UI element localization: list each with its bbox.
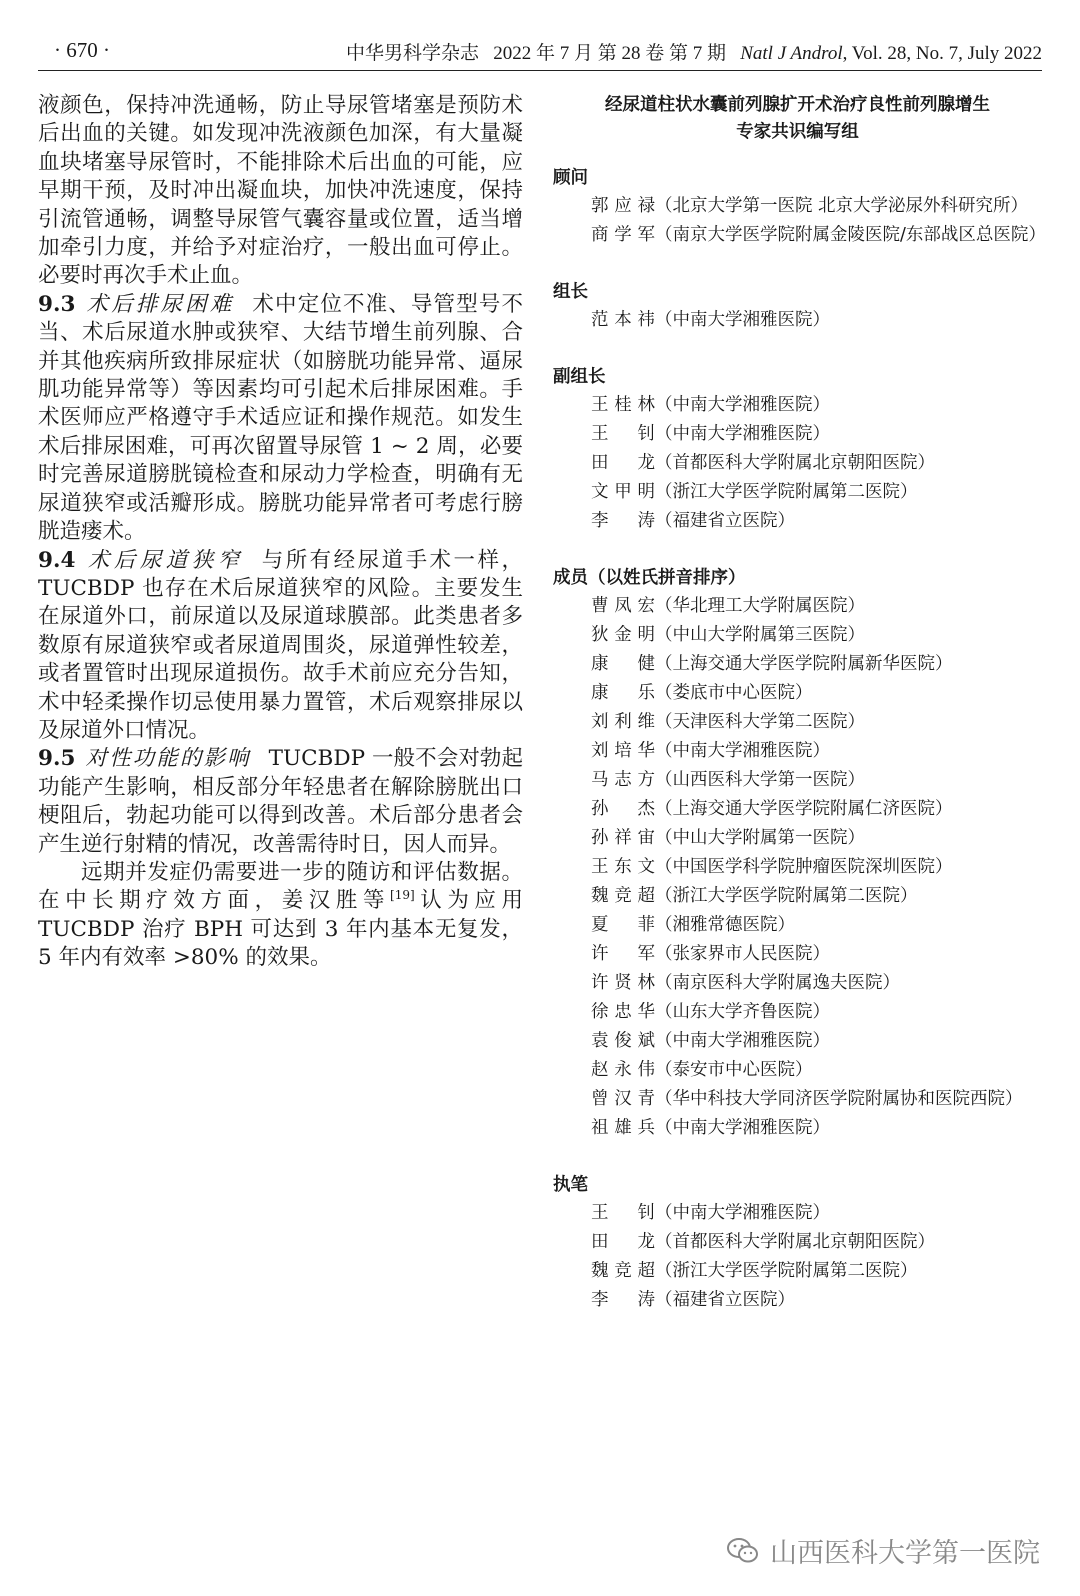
deputy-list [553,391,1042,536]
member-affiliation: （福建省立医院） [655,511,795,531]
member-affiliation: （山西医科大学第一医院） [655,770,865,790]
group-title-line-1: 经尿道柱状水囊前列腺扩开术治疗良性前列腺增生 [605,95,990,115]
section-9-4 [38,547,523,746]
member-name: 许军 [591,944,655,964]
member-name: 刘利维 [591,712,655,732]
member-affiliation: （山东大学齐鲁医院） [655,1002,830,1022]
member-entry [591,1114,1042,1143]
member-name: 袁俊斌 [591,1031,655,1051]
member-entry [591,306,1042,335]
member-name: 马志方 [591,770,655,790]
section-number: 9.3 [38,291,76,317]
member-affiliation: （南京大学医学院附属金陵医院/东部战区总医院） [655,225,1046,245]
member-name: 赵永伟 [591,1060,655,1080]
member-name: 康乐 [591,683,655,703]
section-title: 术后尿道狭窄 [85,547,244,573]
member-affiliation: （浙江大学医学院附属第二医院） [655,886,918,906]
leader-list [553,306,1042,335]
member-entry [591,679,1042,708]
body-column [38,92,523,973]
section-text: 术中定位不准、导管型号不当、术后尿道水肿或狭窄、大结节增生前列腺、合并其他疾病所致排尿症状（如膀胱功能异常、逼尿肌功能异常等）等因素均可引起术后排尿困难。手术医师应严格遵守手术适应证和操作规范。如发生术后排尿困难，可再次留置导尿管 1 ~ 2 周，必要时完善尿道膀胱镜检查和尿动力学检查，明确有无尿道狭窄或活瓣形成。膀胱功能异常者可考虑行膀胱造瘘术。 [38,291,523,545]
member-name: 徐忠华 [591,1002,655,1022]
member-name: 李涛 [591,1290,655,1310]
member-affiliation: （上海交通大学医学院附属新华医院） [655,654,953,674]
member-entry [591,420,1042,449]
expert-group-column [553,92,1046,1315]
member-name: 曹凤宏 [591,596,655,616]
journal-name-cn: 中华男科学杂志 [345,43,479,64]
member-name: 孙杰 [591,799,655,819]
member-name: 祖雄兵 [591,1118,655,1138]
member-entry [591,1286,1042,1315]
member-affiliation: （北京大学第一医院 北京大学泌尿外科研究所） [655,196,1029,216]
role-label-writers: 执笔 [553,1175,588,1195]
member-affiliation: （中南大学湘雅医院） [655,741,830,761]
role-label-leader: 组长 [553,282,588,302]
member-affiliation: （中南大学湘雅医院） [655,310,830,330]
member-entry [591,1257,1042,1286]
role-label-advisors: 顾问 [553,168,588,188]
member-name: 魏竞超 [591,886,655,906]
member-name: 许贤林 [591,973,655,993]
member-affiliation: （湘雅常德医院） [655,915,795,935]
member-name: 田龙 [591,453,655,473]
member-entry [591,507,1042,536]
member-entry [591,853,1042,882]
member-name: 狄金明 [591,625,655,645]
member-entry [591,998,1042,1027]
member-name: 范本祎 [591,310,655,330]
advisor-list [553,192,1046,250]
paragraph-continued: 液颜色，保持冲洗通畅，防止导尿管堵塞是预防术后出血的关键。如发现冲洗液颜色加深，有大量凝血块堵塞导尿管时，不能排除术后出血的可能，应早期干预，及时冲出凝血块，加快冲洗速度，保持引流管通畅，调整导尿管气囊容量或位置，适当增加牵引力度，并给予对症治疗，一般出血可停止。必要时再次手术止血。 [38,93,523,289]
member-name: 李涛 [591,511,655,531]
member-affiliation: （中山大学附属第一医院） [655,828,865,848]
paragraph-final [38,859,523,973]
member-name: 文甲明 [591,482,655,502]
member-affiliation: （中南大学湘雅医院） [655,1031,830,1051]
member-affiliation: （中南大学湘雅医院） [655,424,830,444]
member-name: 康健 [591,654,655,674]
wechat-icon [726,1536,760,1566]
member-entry [591,1027,1042,1056]
watermark-text: 山西医科大学第一医院 [770,1538,1040,1569]
member-name: 刘培华 [591,741,655,761]
member-name: 商学军 [591,225,655,245]
member-entry [591,737,1042,766]
member-entry [591,1199,1042,1228]
member-entry [591,708,1042,737]
member-entry [591,221,1046,250]
member-affiliation: （中南大学湘雅医院） [655,1203,830,1223]
member-entry [591,391,1042,420]
member-affiliation: （泰安市中心医院） [655,1060,813,1080]
member-list [553,592,1042,1143]
member-entry [591,1056,1042,1085]
member-affiliation: （中山大学附属第三医院） [655,625,865,645]
member-affiliation: （中南大学湘雅医院） [655,1118,830,1138]
member-entry [591,650,1042,679]
issue-en: , Vol. 28, No. 7, July 2022 [842,43,1042,64]
member-entry [591,1228,1042,1257]
section-9-3 [38,291,523,547]
member-affiliation: （华中科技大学同济医学院附属协和医院西院） [655,1089,1023,1109]
role-label-members: 成员（以姓氏拼音排序） [553,568,746,588]
member-name: 曾汉青 [591,1089,655,1109]
member-name: 夏菲 [591,915,655,935]
member-name: 郭应禄 [591,196,655,216]
member-entry [591,795,1042,824]
member-affiliation: （华北理工大学附属医院） [655,596,865,616]
group-title-line-2: 专家共识编写组 [736,122,859,142]
section-number: 9.5 [38,746,76,772]
citation-ref[interactable]: [19] [390,888,415,903]
member-affiliation: （南京医科大学附属逸夫医院） [655,973,900,993]
section-number: 9.4 [38,547,76,573]
member-name: 王东文 [591,857,655,877]
member-entry [591,592,1042,621]
section-9-5 [38,745,523,859]
member-affiliation: （娄底市中心医院） [655,683,813,703]
member-affiliation: （张家界市人民医院） [655,944,830,964]
member-name: 王钊 [591,424,655,444]
member-entry [591,449,1042,478]
journal-name-en: Natl J Androl [740,43,843,64]
section-title: 术后排尿困难 [85,291,235,317]
member-name: 王钊 [591,1203,655,1223]
member-entry [591,478,1042,507]
member-name: 王桂林 [591,395,655,415]
section-text: TUCBDP 一般不会对勃起功能产生影响，相反部分年轻患者在解除膀胱出口梗阻后，勃起功能可以得到改善。术后部分患者会产生逆行射精的情况，改善需待时日，因人而异。 [38,746,523,857]
member-affiliation: （福建省立医院） [655,1290,795,1310]
role-label-deputy: 副组长 [553,367,606,387]
member-affiliation: （首都医科大学附属北京朝阳医院） [655,1232,935,1252]
member-entry [591,882,1042,911]
member-name: 孙祥宙 [591,828,655,848]
member-entry [591,969,1042,998]
watermark [726,1531,1040,1570]
member-affiliation: （浙江大学医学院附属第二医院） [655,482,918,502]
member-entry [591,192,1042,221]
writer-list [553,1199,1042,1315]
section-text: 与所有经尿道手术一样，TUCBDP 也存在术后尿道狭窄的风险。主要发生在尿道外口，前尿道以及尿道球膜部。此类患者多数原有尿道狭窄或者尿道周围炎，尿道弹性较差，或者置管时出现尿道损伤。故手术前应充分告知，术中轻柔操作切忌使用暴力置管，术后观察排尿以及尿道外口情况。 [38,547,523,743]
member-entry [591,766,1042,795]
member-affiliation: （浙江大学医学院附属第二医院） [655,1261,918,1281]
final-text-a: 远期并发症仍需要进一步的随访和评估数据。在中长期疗效方面，姜汉胜等 [38,859,523,914]
member-entry [591,824,1042,853]
member-affiliation: （中国医学科学院肿瘤医院深圳医院） [655,857,953,877]
member-name: 田龙 [591,1232,655,1252]
member-affiliation: （首都医科大学附属北京朝阳医院） [655,453,935,473]
section-title: 对性功能的影响 [85,746,251,772]
final-text-b: 认为应用 TUCBDP 治疗 BPH 可达到 3 年内基本无复发，5 年内有效率 >80% 的效果。 [38,888,523,971]
member-affiliation: （上海交通大学医学院附属仁济医院） [655,799,953,819]
journal-info [346,38,1042,65]
member-affiliation: （天津医科大学第二医院） [655,712,865,732]
issue-cn: 2022 年 7 月 第 28 卷 第 7 期 [493,43,726,64]
member-name: 魏竞超 [591,1261,655,1281]
member-entry [591,1085,1042,1114]
running-header [38,36,1042,71]
member-affiliation: （中南大学湘雅医院） [655,395,830,415]
member-entry [591,621,1042,650]
member-entry [591,911,1042,940]
member-entry [591,940,1042,969]
page-number: · 670 · [54,38,110,62]
